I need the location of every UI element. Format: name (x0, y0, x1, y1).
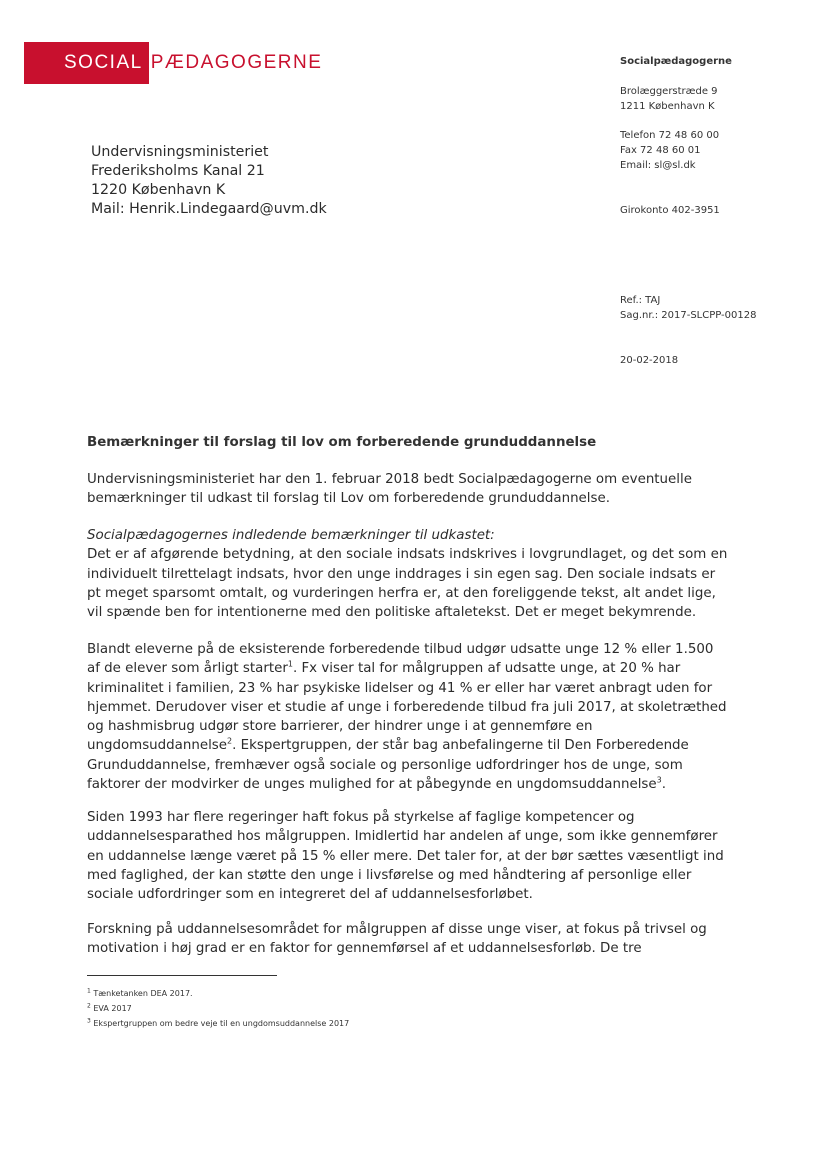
recipient-name: Undervisningsministeriet (91, 144, 269, 160)
footnote-ref-3: 3 (656, 775, 662, 785)
reference: Ref.: TAJ (620, 295, 661, 306)
text-line: pt meget sparsomt omtalt, og vurderingen herfra er, at den foreliggende tekst, alt andet lige, (87, 585, 716, 601)
text-line: uddannelsesparathed hos målgruppen. Imidlertid har andelen af unge, som ikke gennemfører (87, 829, 718, 845)
sender-giro-number: Girokonto 402-3951 (620, 205, 720, 216)
text-line (87, 775, 787, 794)
footnote-2 (87, 1001, 349, 1016)
text-segment: . (661, 777, 666, 793)
paragraph-intro (87, 470, 787, 509)
paragraph-initial-remarks (87, 526, 787, 622)
footnote-text: Ekspertgruppen om bedre veje til en ungdomsuddannelse 2017 (93, 1019, 350, 1028)
text-segment: . Fx viser tal for målgruppen af udsatte unge, at 20 % har (292, 661, 681, 677)
footnote-ref-2: 2 (227, 737, 233, 747)
footnote-text: Tænketanken DEA 2017. (93, 989, 193, 998)
text-segment: af de elever som årligt starter (87, 661, 288, 677)
text-line: hjemmet. Derudover viser et studie af unge i forberedende tilbud fra juli 2017, at skoletræthed (87, 699, 727, 715)
sender-fax: Fax 72 48 60 01 (620, 145, 701, 156)
sender-org-name: Socialpædagogerne (620, 56, 732, 67)
footnote-divider (87, 975, 277, 976)
sender-giro (620, 203, 820, 218)
date-block (620, 353, 820, 368)
text-line: vil spænde ben for intentionerne med den politiske aftaletekst. Det er meget bekymrende. (87, 605, 697, 621)
paragraph-statistics (87, 640, 787, 794)
recipient-mail: Mail: Henrik.Lindegaard@uvm.dk (91, 201, 327, 217)
text-line: en uddannelse længe været på 15 % eller mere. Det taler for, at der bør sættes væsentligt ind (87, 848, 724, 864)
sender-org (620, 54, 820, 69)
logo-red-block: SOCIAL (24, 42, 149, 84)
text-line: individuelt tilrettelagt indsats, hvor den unge inddrages i sin egen sag. Den sociale indsats er (87, 566, 716, 582)
sender-city: 1211 København K (620, 101, 715, 112)
footnote-1 (87, 986, 349, 1001)
case-number: Sag.nr.: 2017-SLCPP-00128 (620, 310, 757, 321)
footnote-text: EVA 2017 (93, 1004, 132, 1013)
footnotes (87, 986, 349, 1031)
sender-address (620, 84, 820, 114)
text-segment: ungdomsuddannelse (87, 738, 228, 754)
letter-date: 20-02-2018 (620, 355, 679, 366)
text-line: Forskning på uddannelsesområdet for målgruppen af disse unge viser, at fokus på trivsel og (87, 922, 707, 937)
text-segment: faktorer der modvirker de unges mulighed for at påbegynde en ungdomsuddannelse (87, 777, 657, 793)
text-line: med faglighed, der kan støtte den unge i livsførelse og med håndtering af personlige eller (87, 867, 692, 883)
reference-block (620, 293, 820, 323)
text-line: sociale udfordringer som en integreret del af uddannelsesforløbet. (87, 887, 533, 903)
logo-text: PÆDAGOGERNE (150, 52, 323, 73)
text-line (87, 736, 787, 755)
letter-heading: Bemærkninger til forslag til lov om forberedende grunduddannelse (87, 435, 597, 450)
text-line: bemærkninger til udkast til forslag til Lov om forberedende grunduddannelse. (87, 491, 610, 507)
text-line: Det er af afgørende betydning, at den sociale indsats indskrives i lovgrundlaget, og det som en (87, 547, 728, 563)
recipient-street: Frederiksholms Kanal 21 (91, 163, 265, 179)
text-line (87, 659, 787, 678)
section-subtitle: Socialpædagogernes indledende bemærkninger til udkastet: (87, 528, 495, 543)
text-line: kriminalitet i familien, 23 % har psykiske lidelser og 41 % er eller har været anbragt uden for (87, 680, 713, 696)
text-line: Siden 1993 har flere regeringer haft fokus på styrkelse af faglige kompetencer og (87, 810, 635, 825)
sender-street: Brolæggerstræde 9 (620, 86, 718, 97)
text-line: og hashmisbrug udgør store barrierer, der hindrer unge i at gennemføre en (87, 719, 593, 735)
text-segment: . Ekspertgruppen, der står bag anbefalingerne til Den Forberedende (232, 738, 689, 754)
sender-contact (620, 128, 820, 173)
text-line: Grunduddannelse, fremhæver også sociale og personlige udfordringer hos de unge, som (87, 757, 683, 773)
sender-email: Email: sl@sl.dk (620, 160, 696, 171)
footnote-mark: 2 (87, 1002, 91, 1010)
text-line: Blandt eleverne på de eksisterende forberedende tilbud udgør udsatte unge 12 % eller 1.500 (87, 642, 714, 657)
sender-phone: Telefon 72 48 60 00 (620, 130, 720, 141)
recipient-address (91, 143, 327, 219)
footnote-mark: 3 (87, 1017, 91, 1025)
footnote-3 (87, 1016, 349, 1031)
paragraph-history (87, 808, 787, 904)
footnote-ref-1: 1 (287, 659, 293, 669)
organization-logo (24, 42, 322, 84)
paragraph-research (87, 920, 787, 959)
text-line: Undervisningsministeriet har den 1. februar 2018 bedt Socialpædagogerne om eventuelle (87, 472, 692, 487)
text-line: motivation i høj grad er en faktor for gennemførsel af et uddannelsesforløb. De tre (87, 941, 642, 957)
recipient-city: 1220 København K (91, 182, 226, 198)
footnote-mark: 1 (87, 987, 91, 995)
